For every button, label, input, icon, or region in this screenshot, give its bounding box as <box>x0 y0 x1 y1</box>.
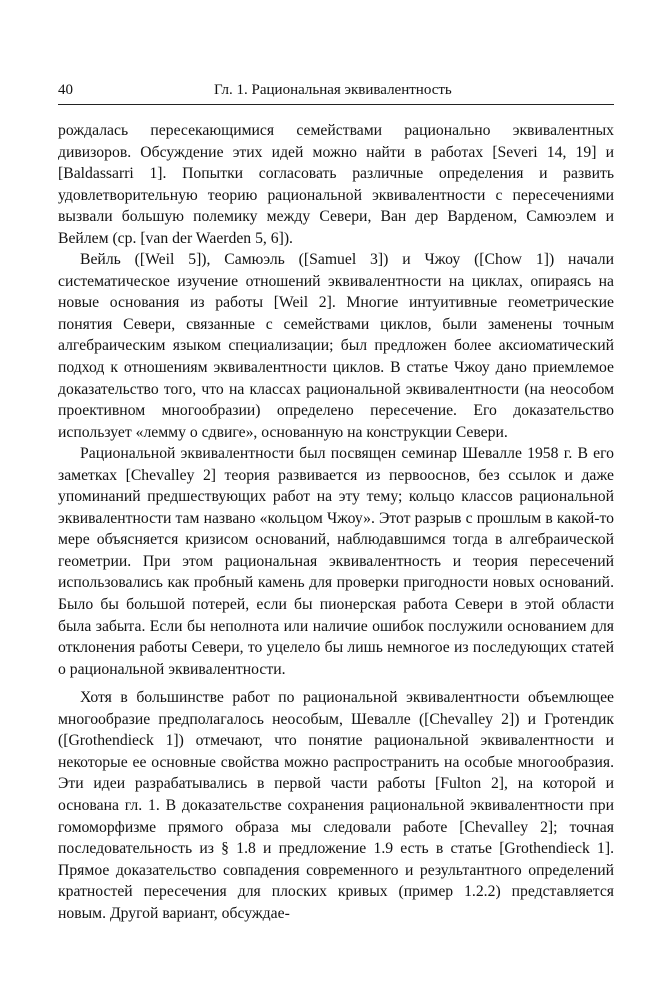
body-text <box>58 120 614 924</box>
page-header <box>58 82 614 102</box>
paragraph-continuation: рождалась пересекающимися семействами рационально эквивалентных дивизоров. Обсуждение этих идей можно найти в работах [Severi 14, 19] и [Baldassarri 1]. Попытки согласовать различные определения и развить удовлетворительную теорию рациональной эквивалентности с пересечениями вызвали большую полемику между Севери, Ван дер Варденом, Самюэлем и Вейлем (ср. [van der Waerden 5, 6]). <box>58 122 614 247</box>
paragraph: Хотя в большинстве работ по рациональной эквивалентности объемлющее многообразие предполагалось неособым, Шевалле ([Chevalley 2]) и Гротендик ([Grothendieck 1]) отмечают, что понятие рациональной эквивалентности и некоторые ее основные свойства можно распространить на особые многообразия. Эти идеи разрабатывались в первой части работы [Fulton 2], на которой и основана гл. 1. В доказательстве сохранения рациональной эквивалентности при гомоморфизме прямого образа мы следовали работе [Chevalley 2]; точная последовательность из § 1.8 и предложение 1.9 есть в статье [Grothendieck 1]. Прямое доказательство совпадения современного и результантного определений кратностей пересечения для плоских кривых (пример 1.2.2) представляется новым. Другой вариант, обсуждае- <box>58 689 614 922</box>
running-head: Гл. 1. Рациональная эквивалентность <box>214 82 452 98</box>
paragraph: Вейль ([Weil 5]), Самюэль ([Samuel 3]) и Чжоу ([Chow 1]) начали систематическое изучение отношений эквивалентности на циклах, опираясь на новые основания из работы [Weil 2]. Многие интуитивные геометрические понятия Севери, связанные с семействами циклов, были заменены точным алгебраическим языком специализации; был предложен более аксиоматический подход к отношениям эквивалентности циклов. В статье Чжоу дано приемлемое доказательство того, что на классах рациональной эквивалентности (на неособом проективном многообразии) определено пересечение. Его доказательство использует «лемму о сдвиге», основанную на конструкции Севери. <box>58 251 614 441</box>
header-rule <box>58 104 614 105</box>
paragraph: Рациональной эквивалентности был посвящен семинар Шевалле 1958 г. В его заметках [Chevalley 2] теория развивается из первооснов, без ссылок и даже упоминаний предшествующих работ на эту тему; кольцо классов рациональной эквивалентности там названо «кольцом Чжоу». Этот разрыв с прошлым в какой-то мере объясняется кризисом оснований, наблюдавшимся тогда в алгебраической геометрии. При этом рациональная эквивалентность и теория пересечений использовались как пробный камень для проверки пригодности новых оснований. Было бы большой потерей, если бы пионерская работа Севери в этой области была забыта. Если бы неполнота или наличие ошибок послужили основанием для отклонения работы Севери, то уцелело бы лишь немногое из последующих статей о рациональной эквивалентности. <box>58 445 614 678</box>
page-number: 40 <box>58 82 73 98</box>
